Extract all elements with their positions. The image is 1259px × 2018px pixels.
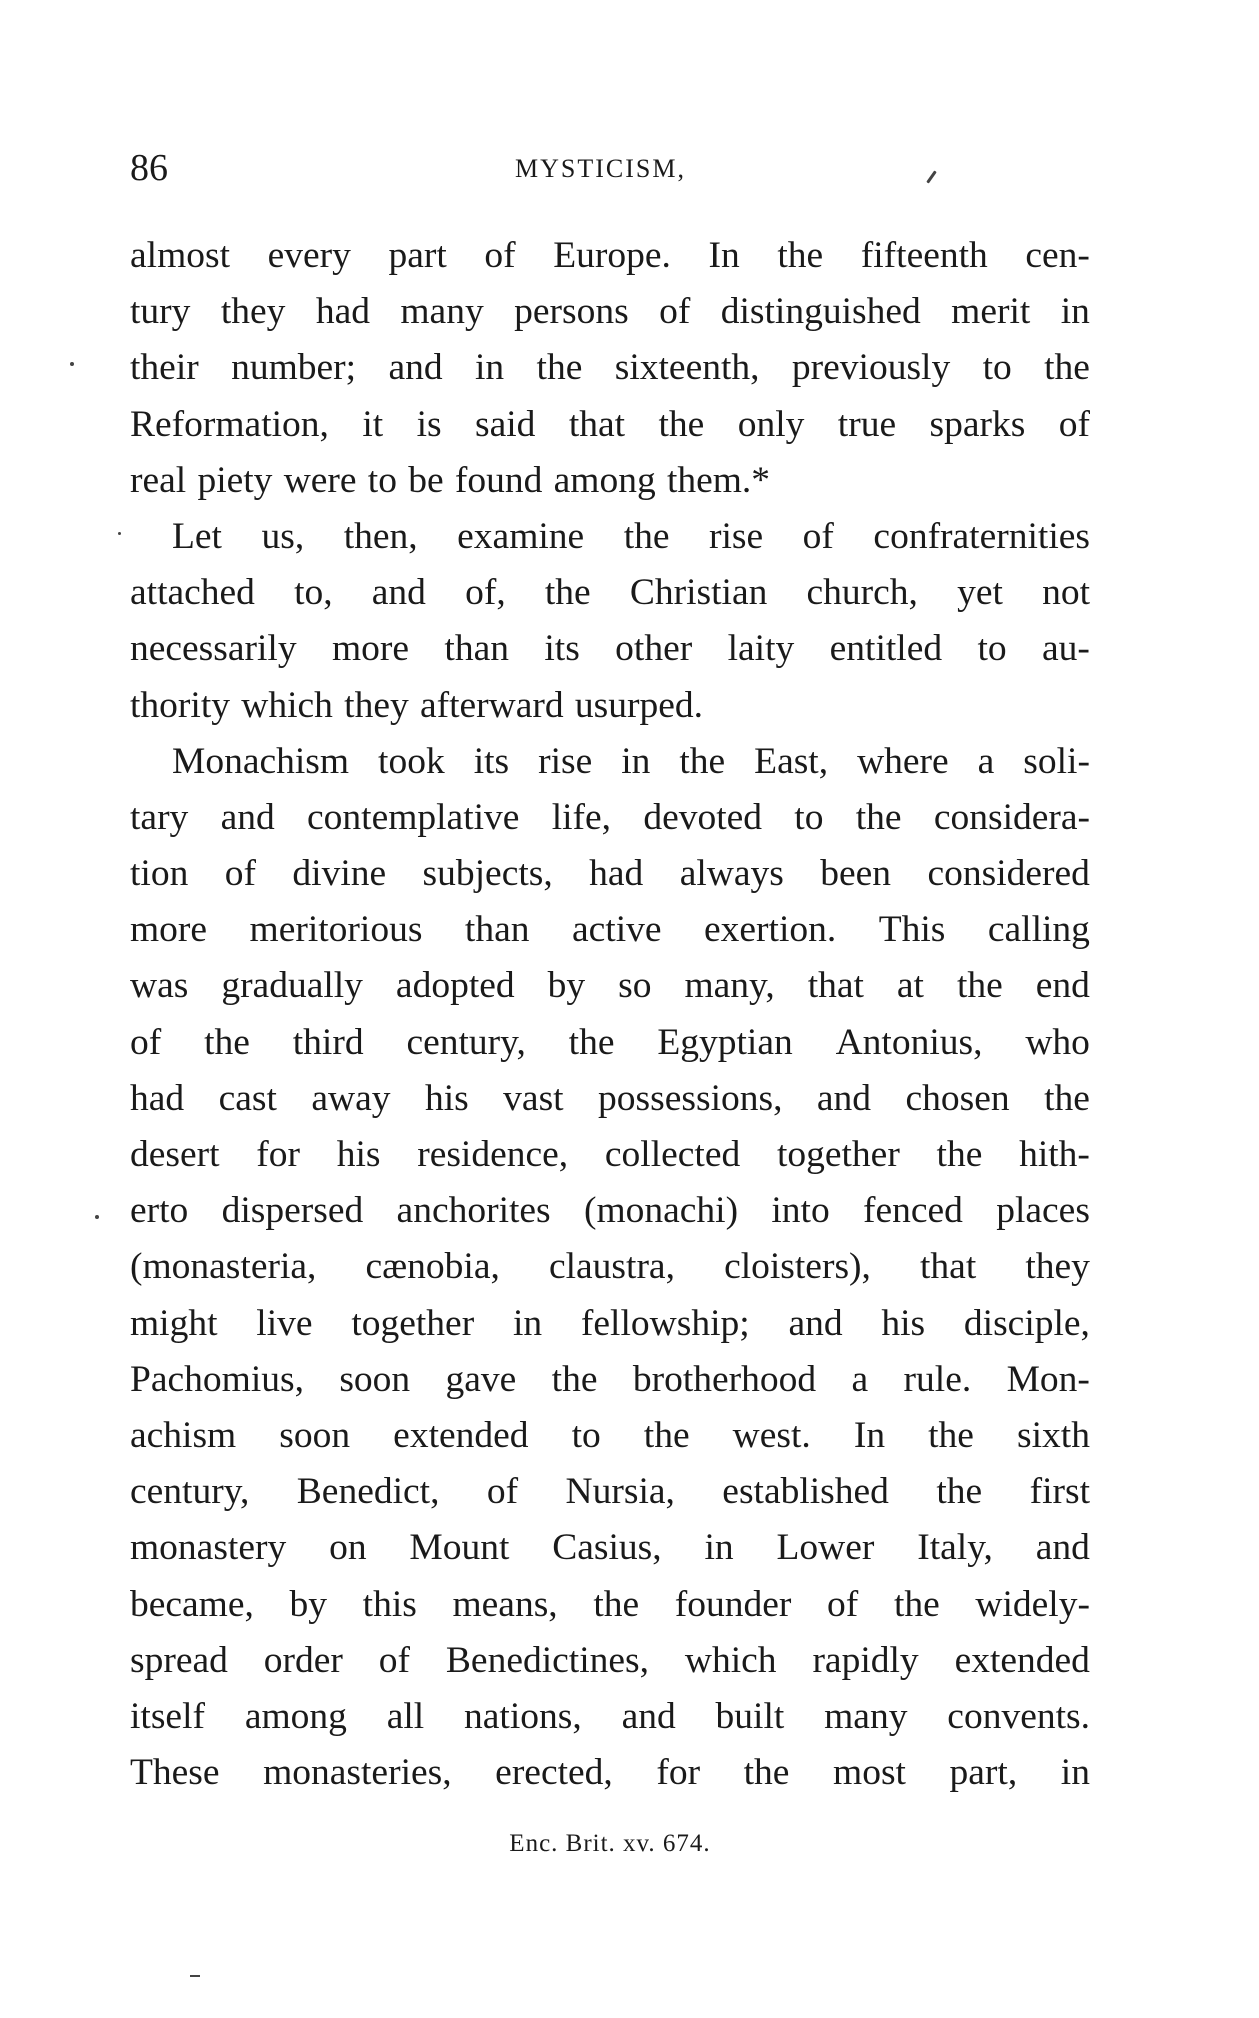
text-line <box>130 1296 1090 1352</box>
word: of <box>486 1471 519 1513</box>
word: for <box>256 1134 300 1175</box>
word: usurped. <box>574 684 703 726</box>
word: every <box>267 235 351 276</box>
word: of <box>802 515 834 557</box>
word: us, <box>261 515 305 557</box>
word: soli- <box>1023 740 1090 782</box>
word: of <box>659 291 691 333</box>
text-line <box>130 1408 1090 1464</box>
word: his <box>424 1077 469 1119</box>
word: distinguished <box>720 291 921 333</box>
word: cen- <box>1025 235 1090 276</box>
word: tion <box>130 853 189 895</box>
word: contemplative <box>307 796 520 838</box>
word: had <box>315 291 370 333</box>
word: many, <box>684 965 775 1007</box>
word: real <box>130 459 187 501</box>
page-number: 86 <box>130 147 168 189</box>
word: by <box>547 965 586 1007</box>
running-head <box>130 148 1090 188</box>
word: which <box>684 1639 777 1681</box>
text-line <box>130 453 1090 509</box>
word: nations, <box>464 1695 582 1737</box>
word: attached <box>130 572 255 614</box>
word: active <box>571 909 662 951</box>
word: church, <box>806 572 918 614</box>
scan-speck <box>70 362 74 366</box>
word: to <box>977 628 1007 670</box>
word: the <box>936 1471 983 1513</box>
word: that <box>568 403 626 445</box>
word: rapidly <box>812 1639 919 1681</box>
word: part, <box>949 1752 1018 1794</box>
word: founder <box>674 1583 792 1625</box>
word: been <box>820 853 892 895</box>
word: had <box>130 1077 185 1119</box>
word: collected <box>604 1134 741 1175</box>
word: which <box>241 684 333 726</box>
word-gap <box>444 453 455 509</box>
word: (monachi) <box>583 1190 739 1232</box>
text-line <box>130 1352 1090 1408</box>
word: that <box>920 1246 977 1288</box>
word: might <box>130 1302 218 1344</box>
text-line <box>130 1071 1090 1127</box>
footnote: Enc. Brit. xv. 674. <box>509 1830 711 1857</box>
word: yet <box>957 572 1003 614</box>
word: adopted <box>395 965 515 1007</box>
word: rise <box>538 740 593 782</box>
word: thority <box>130 684 230 726</box>
word: considera- <box>933 796 1090 838</box>
word: be <box>408 459 444 501</box>
word: is <box>416 403 442 445</box>
word: in <box>621 740 651 782</box>
word: a <box>977 740 995 782</box>
text-line <box>130 509 1090 565</box>
word: achism <box>130 1414 237 1456</box>
word: afterward <box>419 684 564 726</box>
word-gap <box>272 453 283 509</box>
word: cloisters), <box>724 1246 871 1288</box>
word: where <box>857 740 949 782</box>
word: a <box>851 1358 869 1400</box>
word: third <box>292 1021 364 1063</box>
word: than <box>444 628 509 670</box>
word: to <box>367 459 397 501</box>
word: Lower <box>776 1527 875 1569</box>
word: exertion. <box>704 909 837 951</box>
word: and <box>788 1302 843 1344</box>
word: number; <box>231 347 357 389</box>
word-gap <box>656 453 667 509</box>
word: most <box>833 1752 906 1794</box>
word: of <box>378 1639 411 1681</box>
text-line <box>130 1745 1090 1801</box>
word: of <box>484 235 516 276</box>
word: rise <box>709 515 764 557</box>
word: soon <box>339 1358 411 1400</box>
word: spread <box>130 1639 228 1681</box>
word: sixteenth, <box>614 347 760 389</box>
word: possessions, <box>598 1077 783 1119</box>
word: true <box>837 403 897 445</box>
word: fellowship; <box>580 1302 750 1344</box>
word: Mon- <box>1006 1358 1090 1400</box>
word: and <box>621 1695 676 1737</box>
word: au- <box>1042 628 1090 670</box>
word: These <box>130 1752 220 1794</box>
word: piety <box>197 459 273 501</box>
word: necessarily <box>130 628 297 670</box>
word: and <box>371 572 426 614</box>
word: This <box>878 909 946 951</box>
word: anchorites <box>396 1190 551 1232</box>
word: laity <box>727 628 795 670</box>
word: the <box>743 1752 790 1794</box>
word-gap <box>542 453 553 509</box>
word: was <box>130 965 189 1007</box>
word: life, <box>551 796 612 838</box>
word: then, <box>343 515 418 557</box>
word: sparks <box>929 403 1026 445</box>
word: their <box>130 347 199 389</box>
word: away <box>311 1077 391 1119</box>
word: who <box>1025 1021 1090 1063</box>
word: they <box>220 291 286 333</box>
word: the <box>777 235 824 276</box>
word: its <box>473 740 510 782</box>
word: and <box>220 796 275 838</box>
word: Mount <box>409 1527 510 1569</box>
word: more <box>331 628 410 670</box>
word: almost <box>130 235 230 276</box>
word: confraternities <box>873 515 1090 557</box>
word: his <box>881 1302 926 1344</box>
text-line <box>130 1633 1090 1689</box>
word: subjects, <box>422 853 553 895</box>
word: Let <box>172 515 222 557</box>
word: the <box>643 1414 690 1456</box>
word-gap <box>564 678 575 734</box>
word: the <box>679 740 726 782</box>
word: the <box>204 1021 250 1063</box>
word: century, <box>406 1021 526 1063</box>
word: tury <box>130 291 191 333</box>
text-line <box>130 621 1090 677</box>
word: more <box>130 909 208 951</box>
word: East, <box>754 740 829 782</box>
text-line <box>130 397 1090 453</box>
word: first <box>1029 1471 1090 1513</box>
word: means, <box>452 1583 558 1625</box>
word: Reformation, <box>130 403 329 445</box>
word: not <box>1042 572 1090 614</box>
word: devoted <box>643 796 763 838</box>
word: that <box>807 965 864 1007</box>
word: Pachomius, <box>130 1358 304 1400</box>
text-line <box>130 1183 1090 1239</box>
word: together <box>776 1134 900 1175</box>
word: Nursia, <box>565 1471 675 1513</box>
running-title: MYSTICISM, <box>515 154 686 183</box>
scan-speck <box>118 532 121 535</box>
word: only <box>737 403 805 445</box>
word: part <box>388 235 447 276</box>
text-line <box>130 1127 1090 1183</box>
word: In <box>708 235 740 276</box>
word: so <box>618 965 652 1007</box>
text-line <box>130 228 1090 284</box>
word: disciple, <box>963 1302 1090 1344</box>
word: order <box>263 1639 343 1681</box>
text-line <box>130 284 1090 340</box>
word: to <box>571 1414 601 1456</box>
word: brotherhood <box>632 1358 817 1400</box>
word: to, <box>294 572 333 614</box>
word: cast <box>218 1077 277 1119</box>
word: widely- <box>975 1583 1090 1625</box>
word: monasteries, <box>263 1752 452 1794</box>
word: found <box>454 459 543 501</box>
word: had <box>589 853 644 895</box>
word: and <box>388 347 443 389</box>
word: Benedictines, <box>445 1639 649 1681</box>
word: dispersed <box>221 1190 364 1232</box>
word: the <box>593 1583 640 1625</box>
word: for <box>656 1752 701 1794</box>
word: previously <box>791 347 951 389</box>
word: in <box>475 347 505 389</box>
word: fifteenth <box>860 235 988 276</box>
word: Monachism <box>172 740 350 782</box>
word: rule. <box>903 1358 972 1400</box>
word: Egyptian <box>657 1021 793 1063</box>
word: the <box>1044 1077 1090 1119</box>
word: the <box>568 1021 615 1063</box>
word: Christian <box>629 572 768 614</box>
text-line <box>130 958 1090 1014</box>
word: of <box>1058 403 1090 445</box>
text-line <box>130 1577 1090 1633</box>
text-line <box>130 846 1090 902</box>
word: of <box>130 1021 162 1063</box>
word: always <box>679 853 784 895</box>
text-line <box>130 1464 1090 1520</box>
word: itself <box>130 1695 205 1737</box>
word: the <box>658 403 705 445</box>
word: Antonius, <box>835 1021 983 1063</box>
body-text <box>130 228 1090 1801</box>
word: claustra, <box>548 1246 675 1288</box>
word: calling <box>987 909 1090 951</box>
text-line <box>130 1520 1090 1576</box>
word: end <box>1035 965 1090 1007</box>
word: Europe. <box>553 235 671 276</box>
word-gap <box>357 453 368 509</box>
word: Casius, <box>552 1527 662 1569</box>
word: sixth <box>1017 1414 1090 1456</box>
text-line <box>130 1689 1090 1745</box>
word: the <box>928 1414 974 1456</box>
word: fenced <box>863 1190 963 1232</box>
word: to <box>794 796 824 838</box>
word: all <box>386 1695 425 1737</box>
word: Benedict, <box>296 1471 440 1513</box>
word: among <box>553 459 656 501</box>
word: in <box>512 1302 543 1344</box>
word-gap <box>186 453 197 509</box>
word: (monasteria, <box>130 1246 317 1288</box>
word: hith- <box>1019 1134 1090 1175</box>
word: considered <box>927 853 1090 895</box>
word: were <box>283 459 357 501</box>
word: entitled <box>829 628 943 670</box>
text-line <box>130 734 1090 790</box>
word: this <box>362 1583 417 1625</box>
word: many <box>400 291 484 333</box>
word: examine <box>457 515 585 557</box>
word: merit <box>951 291 1031 333</box>
word: the <box>536 347 583 389</box>
word: of, <box>465 572 506 614</box>
word: the <box>1044 347 1090 389</box>
word: them.* <box>666 459 771 501</box>
word: it <box>362 403 384 445</box>
word: many <box>824 1695 908 1737</box>
word-gap <box>333 678 344 734</box>
scan-speck <box>190 1975 200 1977</box>
text-line <box>130 902 1090 958</box>
text-line <box>130 1239 1090 1295</box>
word: soon <box>279 1414 351 1456</box>
word: at <box>896 965 924 1007</box>
word: erto <box>130 1190 189 1232</box>
word: by <box>289 1583 328 1625</box>
text-line <box>130 1015 1090 1071</box>
word: his <box>336 1134 381 1175</box>
word-gap <box>397 453 408 509</box>
word: monastery <box>130 1527 287 1569</box>
word: other <box>615 628 693 670</box>
word: in <box>1060 291 1090 333</box>
word: the <box>893 1583 940 1625</box>
word: chosen <box>905 1077 1010 1119</box>
word: together <box>351 1302 475 1344</box>
word: they <box>344 684 409 726</box>
word: extended <box>954 1639 1090 1681</box>
word-gap <box>409 678 420 734</box>
word: took <box>378 740 445 782</box>
word: of <box>827 1583 859 1625</box>
word: In <box>853 1414 886 1456</box>
word: erected, <box>495 1752 613 1794</box>
word: built <box>715 1695 785 1737</box>
word: live <box>256 1302 313 1344</box>
text-line <box>130 790 1090 846</box>
word: gradually <box>221 965 363 1007</box>
word: on <box>329 1527 367 1569</box>
word: among <box>244 1695 347 1737</box>
word: the <box>623 515 670 557</box>
word: they <box>1025 1246 1090 1288</box>
word: century, <box>130 1471 250 1513</box>
word: the <box>855 796 902 838</box>
word: divine <box>292 853 387 895</box>
scan-speck <box>95 1215 99 1219</box>
word: residence, <box>417 1134 569 1175</box>
word: tary <box>130 796 189 838</box>
word: into <box>771 1190 830 1232</box>
word: places <box>996 1190 1090 1232</box>
word: said <box>475 403 536 445</box>
word: than <box>464 909 530 951</box>
word: convents. <box>947 1695 1090 1737</box>
word: and <box>1035 1527 1090 1569</box>
word: and <box>816 1077 872 1119</box>
word: of <box>224 853 256 895</box>
word: desert <box>130 1134 220 1175</box>
word: the <box>936 1134 983 1175</box>
text-line <box>130 678 1090 734</box>
word: extended <box>393 1414 529 1456</box>
word: the <box>544 572 591 614</box>
word: established <box>722 1471 889 1513</box>
word-gap <box>230 678 241 734</box>
word: gave <box>445 1358 517 1400</box>
word: in <box>1060 1752 1090 1794</box>
word: meritorious <box>249 909 423 951</box>
word: persons <box>514 291 629 333</box>
text-line <box>130 340 1090 396</box>
word: the <box>956 965 1003 1007</box>
word: in <box>704 1527 734 1569</box>
word: to <box>982 347 1012 389</box>
text-line <box>130 565 1090 621</box>
word: Italy, <box>917 1527 993 1569</box>
word: became, <box>130 1583 254 1625</box>
word: the <box>551 1358 598 1400</box>
word: west. <box>732 1414 811 1456</box>
word: vast <box>503 1077 564 1119</box>
word: its <box>544 628 580 670</box>
word: cænobia, <box>365 1246 500 1288</box>
